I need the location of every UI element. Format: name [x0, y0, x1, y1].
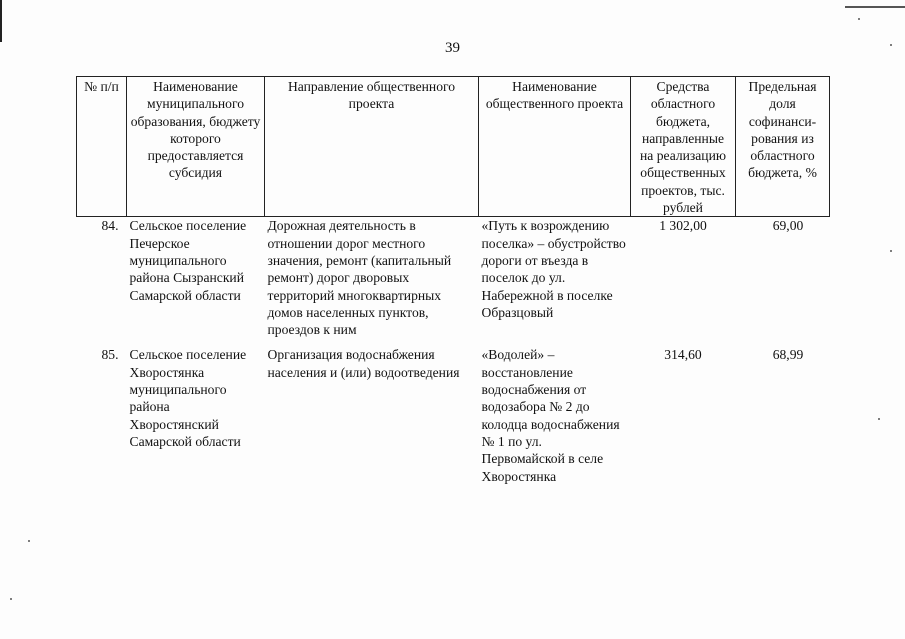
header-project-name: Наименование общественного проекта: [479, 77, 631, 217]
row-project-name: «Путь к возрождению поселка» – обустройство дороги от въезда в поселок до ул. Набережной в поселке Образцовый: [481, 218, 626, 320]
row-funds: 1 302,00: [659, 218, 707, 234]
scan-speck: [858, 18, 860, 20]
row-share: 68,99: [772, 347, 804, 363]
header-direction: Направление общественного проекта: [265, 77, 479, 217]
table-header: [77, 77, 830, 217]
table-row: [77, 217, 830, 347]
row-number: 85.: [101, 347, 119, 363]
scan-speck: [10, 598, 12, 600]
row-project-name: «Водолей» – восстановление водоснабжения от водозабора № 2 до колодца водоснабжения № 1 по ул. Первомайской в селе Хворостянка: [481, 347, 620, 484]
row-funds: 314,60: [664, 347, 702, 363]
row-municipality: Сельское поселение Печерское муниципального района Сызранский Самарской области: [129, 218, 247, 303]
header-number: № п/п: [77, 77, 127, 217]
row-municipality: Сельское поселение Хворостянка муниципального района Хворостянский Самарской области: [129, 347, 247, 449]
row-direction: Организация водоснабжения населения и (или) водоотведения: [267, 347, 460, 380]
header-share: Предельная доля софинанси-рования из областного бюджета, %: [736, 77, 830, 217]
table-row: [77, 346, 830, 492]
subsidy-table: [76, 76, 830, 493]
row-direction: Дорожная деятельность в отношении дорог местного значения, ремонт (капитальный ремонт) дорог дворовых территорий многоквартирных домов населенных пунктов, проездов к ним: [267, 218, 452, 338]
header-funds: Средства областного бюджета, направленные на реализацию общественных проектов, тыс. рублей: [631, 77, 736, 217]
row-share: 69,00: [772, 218, 804, 234]
scan-edge-mark: [845, 6, 905, 8]
scan-edge-mark: [0, 0, 2, 42]
scan-speck: [890, 250, 892, 252]
header-municipality: Наименование муниципального образования, бюджету которого предоставляется субсидия: [127, 77, 265, 217]
scan-speck: [28, 540, 30, 542]
row-number: 84.: [101, 218, 119, 234]
page-number: 39: [445, 40, 460, 56]
scan-speck: [878, 418, 880, 420]
